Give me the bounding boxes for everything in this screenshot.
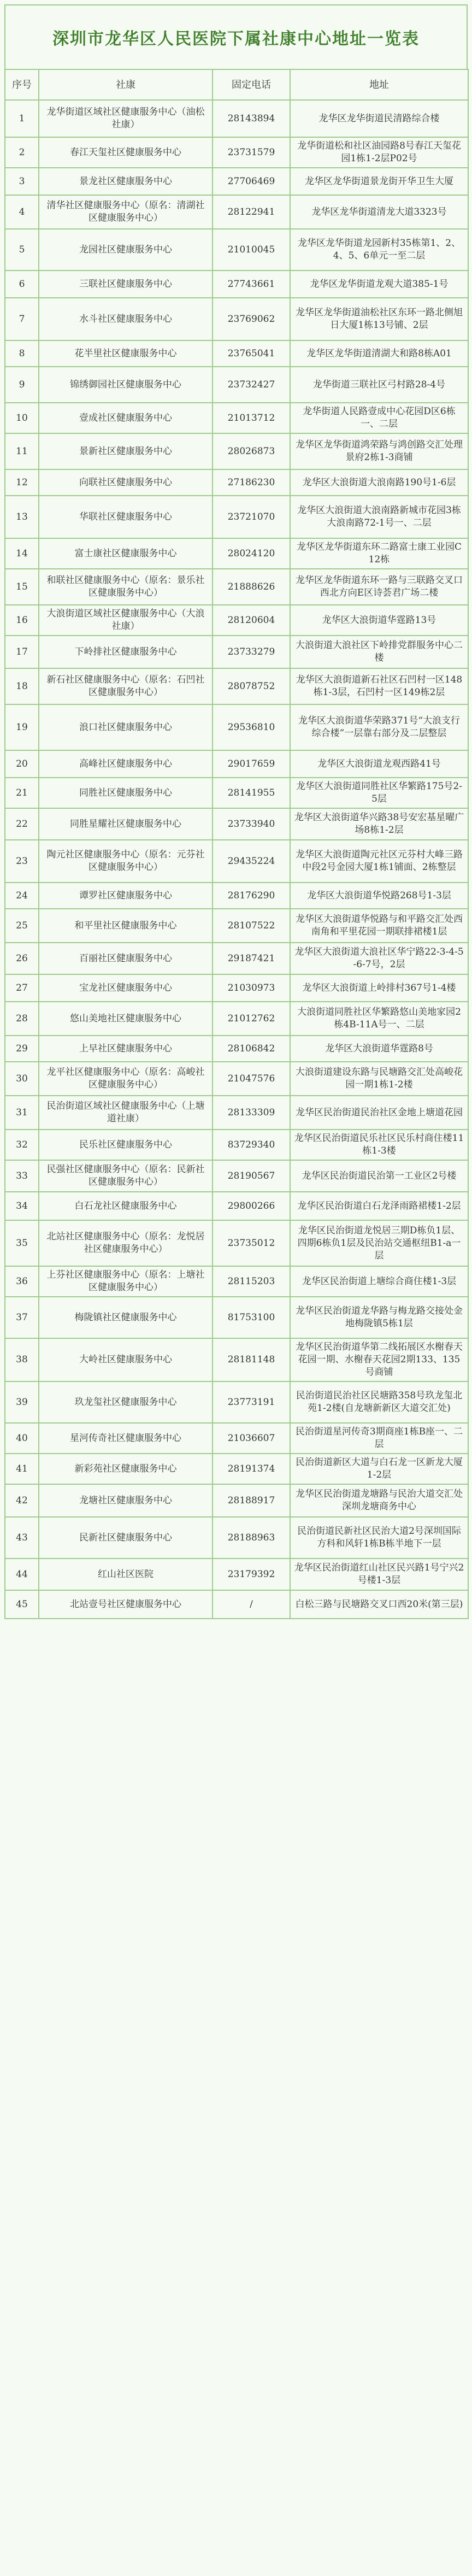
phone-cell: 23769062 [213,298,290,340]
document-title: 深圳市龙华区人民医院下属社康中心地址一览表 [52,30,420,49]
address-cell: 龙华区龙华街道清龙大道3323号 [290,195,468,229]
clinic-name-cell: 民新社区健康服务中心 [39,1517,213,1558]
phone-cell: 28106842 [213,1036,290,1062]
table-row [5,704,468,750]
header-phone: 固定电话 [213,69,290,100]
address-cell: 白松三路与民塘路交叉口西20米(第三层) [290,1590,468,1619]
row-index-cell: 26 [5,943,39,974]
table-row [5,840,468,883]
clinic-name-cell: 民乐社区健康服务中心 [39,1130,213,1160]
table-row [5,1130,468,1160]
address-cell: 民治街道民治社区民塘路358号玖龙玺北苑1-2楼(自龙塘新新区大道交汇处) [290,1381,468,1423]
clinic-address-table [4,69,469,1619]
address-cell: 龙华区龙华街道油松社区东环一路北侧旭日大厦1栋13号铺、2层 [290,298,468,340]
table-row [5,1517,468,1558]
address-cell: 龙华区大浪街道华霆路13号 [290,605,468,636]
table-row [5,1002,468,1036]
address-cell: 龙华区大浪街道大浪社区华宁路22-3-4-5-6-7号，2层 [290,943,468,974]
table-row [5,1558,468,1590]
address-cell: 龙华区民治街道红山社区民兴路1号宁兴2号楼1-3层 [290,1558,468,1590]
phone-cell: 21010045 [213,229,290,270]
row-index-cell: 17 [5,636,39,668]
row-index-cell: 8 [5,340,39,367]
table-row [5,1338,468,1381]
address-cell: 龙华街道松和社区油园路8号春江天玺花园1栋1-2层P02号 [290,137,468,168]
clinic-name-cell: 上芬社区健康服务中心（原名：上塘社区健康服务中心） [39,1266,213,1297]
table-row [5,403,468,433]
clinic-name-cell: 春江天玺社区健康服务中心 [39,137,213,168]
row-index-cell: 9 [5,367,39,403]
clinic-name-cell: 宝龙社区健康服务中心 [39,974,213,1002]
table-row [5,469,468,496]
address-cell: 龙华区龙华街道清湖大和路8栋A01 [290,340,468,367]
table-row [5,909,468,943]
row-index-cell: 2 [5,137,39,168]
row-index-cell: 5 [5,229,39,270]
phone-cell: 27743661 [213,270,290,298]
row-index-cell: 27 [5,974,39,1002]
row-index-cell: 10 [5,403,39,433]
phone-cell: 83729340 [213,1130,290,1160]
clinic-name-cell: 新彩苑社区健康服务中心 [39,1454,213,1484]
clinic-name-cell: 大岭社区健康服务中心 [39,1338,213,1381]
table-row [5,1423,468,1454]
row-index-cell: 21 [5,778,39,808]
phone-cell: 28133309 [213,1096,290,1130]
address-cell: 龙华区大浪街道上岭排村367号1-4楼 [290,974,468,1002]
address-cell: 龙华区民治街道白石龙泽雨路裙楼1-2层 [290,1192,468,1220]
clinic-name-cell: 龙园社区健康服务中心 [39,229,213,270]
row-index-cell: 6 [5,270,39,298]
row-index-cell: 30 [5,1062,39,1096]
clinic-name-cell: 下岭排社区健康服务中心 [39,636,213,668]
table-row [5,1036,468,1062]
header-address: 地址 [290,69,468,100]
address-cell: 龙华区大浪街道华悦路与和平路交汇处西南角和平里花园一期联排裙楼1层 [290,909,468,943]
row-index-cell: 16 [5,605,39,636]
phone-cell: 28120604 [213,605,290,636]
row-index-cell: 33 [5,1160,39,1192]
row-index-cell: 4 [5,195,39,229]
row-index-cell: 42 [5,1484,39,1517]
address-cell: 龙华区龙华街道民清路综合楼 [290,100,468,137]
address-cell: 龙华区民治街道上塘综合商住楼1-3层 [290,1266,468,1297]
row-index-cell: 25 [5,909,39,943]
phone-cell: / [213,1590,290,1619]
table-row [5,367,468,403]
row-index-cell: 7 [5,298,39,340]
phone-cell: 28107522 [213,909,290,943]
table-row [5,668,468,704]
address-cell: 龙华区大浪街道陶元社区元芬村大峰三路中段2号金园大厦1栋1铺面、2栋整层 [290,840,468,883]
table-row [5,100,468,137]
clinic-name-cell: 华联社区健康服务中心 [39,496,213,538]
phone-cell: 28190567 [213,1160,290,1192]
address-cell: 龙华区大浪街道华荣路371号“大浪支行综合楼”一层靠右部分及二层整层 [290,704,468,750]
phone-cell: 27186230 [213,469,290,496]
address-cell: 大浪街道同胜社区华繁路悠山美地家园2栋4B-11A号一、二层 [290,1002,468,1036]
address-cell: 民治街道民新社区民治大道2号深圳国际方科和风轩1栋B栋半地下一层 [290,1517,468,1558]
clinic-name-cell: 玖龙玺社区健康服务中心 [39,1381,213,1423]
clinic-name-cell: 景龙社区健康服务中心 [39,168,213,195]
phone-cell: 28176290 [213,883,290,909]
phone-cell: 29187421 [213,943,290,974]
row-index-cell: 22 [5,808,39,840]
clinic-name-cell: 星河传奇社区健康服务中心 [39,1423,213,1454]
table-row [5,137,468,168]
table-row [5,496,468,538]
table-row [5,778,468,808]
row-index-cell: 24 [5,883,39,909]
clinic-name-cell: 高峰社区健康服务中心 [39,750,213,778]
table-row [5,1590,468,1619]
row-index-cell: 43 [5,1517,39,1558]
row-index-cell: 45 [5,1590,39,1619]
clinic-name-cell: 水斗社区健康服务中心 [39,298,213,340]
table-row [5,229,468,270]
address-cell: 龙华区龙华街道龙观大道385-1号 [290,270,468,298]
phone-cell: 28026873 [213,433,290,469]
phone-cell: 28188917 [213,1484,290,1517]
clinic-name-cell: 新石社区健康服务中心（原名：石凹社区健康服务中心） [39,668,213,704]
table-row [5,883,468,909]
address-cell: 龙华区大浪街道龙观西路41号 [290,750,468,778]
row-index-cell: 29 [5,1036,39,1062]
phone-cell: 28078752 [213,668,290,704]
address-cell: 大浪街道建设东路与民塘路交汇处高峻花园一期1栋1-2楼 [290,1062,468,1096]
clinic-name-cell: 北站社区健康服务中心（原名：龙悦居社区健康服务中心） [39,1220,213,1266]
address-cell: 龙华街道三联社区弓村路28-4号 [290,367,468,403]
row-index-cell: 3 [5,168,39,195]
table-row [5,1062,468,1096]
row-index-cell: 20 [5,750,39,778]
row-index-cell: 12 [5,469,39,496]
address-cell: 龙华区龙华街道鸿荣路与鸿创路交汇处理景府2栋1-3商铺 [290,433,468,469]
phone-cell: 27706469 [213,168,290,195]
phone-cell: 23721070 [213,496,290,538]
table-row [5,433,468,469]
phone-cell: 23773191 [213,1381,290,1423]
clinic-name-cell: 白石龙社区健康服务中心 [39,1192,213,1220]
clinic-name-cell: 大浪街道区域社区健康服务中心（大浪社康） [39,605,213,636]
clinic-name-cell: 清华社区健康服务中心（原名：清湖社区健康服务中心） [39,195,213,229]
address-cell: 龙华区大浪街道同胜社区华繁路175号2-5层 [290,778,468,808]
table-row [5,1381,468,1423]
table-row [5,808,468,840]
phone-cell: 28143894 [213,100,290,137]
phone-cell: 28191374 [213,1454,290,1484]
phone-cell: 23731579 [213,137,290,168]
address-cell: 龙华区民治街道民治第一工业区2号楼 [290,1160,468,1192]
clinic-name-cell: 悠山美地社区健康服务中心 [39,1002,213,1036]
address-cell: 龙华区大浪街道新石社区石凹村一区148栋1-3层，石凹村一区149栋2层 [290,668,468,704]
phone-cell: 21036607 [213,1423,290,1454]
row-index-cell: 38 [5,1338,39,1381]
row-index-cell: 36 [5,1266,39,1297]
clinic-name-cell: 同胜社区健康服务中心 [39,778,213,808]
clinic-name-cell: 民治街道区域社区健康服务中心（上塘道社康） [39,1096,213,1130]
clinic-name-cell: 上早社区健康服务中心 [39,1036,213,1062]
table-row [5,1484,468,1517]
row-index-cell: 34 [5,1192,39,1220]
address-cell: 龙华区大浪街道华兴路38号安宏基星曜广场8栋1-2层 [290,808,468,840]
phone-cell: 21030973 [213,974,290,1002]
clinic-name-cell: 花半里社区健康服务中心 [39,340,213,367]
clinic-name-cell: 民强社区健康服务中心（原名：民新社区健康服务中心） [39,1160,213,1192]
clinic-name-cell: 三联社区健康服务中心 [39,270,213,298]
row-index-cell: 18 [5,668,39,704]
table-row [5,168,468,195]
phone-cell: 23733279 [213,636,290,668]
phone-cell: 28188963 [213,1517,290,1558]
address-cell: 龙华区民治街道民治社区金地上塘道花园 [290,1096,468,1130]
address-cell: 大浪街道大浪社区下岭排党群服务中心二楼 [290,636,468,668]
table-row [5,270,468,298]
phone-cell: 28024120 [213,538,290,569]
address-cell: 龙华区民治街道龙华路与梅龙路交接处金地梅陇镇5栋1层 [290,1297,468,1338]
phone-cell: 23735012 [213,1220,290,1266]
table-row [5,1192,468,1220]
table-row [5,1266,468,1297]
clinic-name-cell: 龙平社区健康服务中心（原名：高峻社区健康服务中心） [39,1062,213,1096]
row-index-cell: 39 [5,1381,39,1423]
table-body [5,100,468,1619]
clinic-name-cell: 向联社区健康服务中心 [39,469,213,496]
clinic-name-cell: 景新社区健康服务中心 [39,433,213,469]
clinic-name-cell: 浪口社区健康服务中心 [39,704,213,750]
table-header-row [5,69,468,100]
table-row [5,943,468,974]
address-cell: 龙华区龙华街道景龙街开华卫生大厦 [290,168,468,195]
address-cell: 龙华区民治街道龙悦居三期D栋负1层、四期6栋负1层及民治站交通枢纽B1-a一层 [290,1220,468,1266]
phone-cell: 28141955 [213,778,290,808]
address-cell: 龙华区龙华街道东环二路富士康工业园C12栋 [290,538,468,569]
phone-cell: 29800266 [213,1192,290,1220]
table-row [5,1096,468,1130]
clinic-name-cell: 陶元社区健康服务中心（原名：元芬社区健康服务中心） [39,840,213,883]
row-index-cell: 28 [5,1002,39,1036]
phone-cell: 28181148 [213,1338,290,1381]
table-row [5,1454,468,1484]
table-row [5,298,468,340]
table-row [5,750,468,778]
address-cell: 龙华区民治街道民乐社区民乐村商住楼11栋1-3楼 [290,1130,468,1160]
phone-cell: 21047576 [213,1062,290,1096]
clinic-name-cell: 锦绣御园社区健康服务中心 [39,367,213,403]
table-row [5,1160,468,1192]
row-index-cell: 35 [5,1220,39,1266]
row-index-cell: 14 [5,538,39,569]
row-index-cell: 19 [5,704,39,750]
address-cell: 龙华区大浪街道大浪南路新城市花园3栋大浪南路72-1号一、二层 [290,496,468,538]
table-row [5,636,468,668]
row-index-cell: 13 [5,496,39,538]
row-index-cell: 32 [5,1130,39,1160]
table-row [5,605,468,636]
address-cell: 龙华街道人民路壹成中心花园D区6栋一、二层 [290,403,468,433]
clinic-name-cell: 富士康社区健康服务中心 [39,538,213,569]
row-index-cell: 41 [5,1454,39,1484]
phone-cell: 29435224 [213,840,290,883]
table-row [5,538,468,569]
row-index-cell: 31 [5,1096,39,1130]
phone-cell: 29017659 [213,750,290,778]
clinic-name-cell: 和联社区健康服务中心（原名：景乐社区健康服务中心） [39,569,213,605]
table-row [5,195,468,229]
address-cell: 龙华区大浪街道大浪南路190号1-6层 [290,469,468,496]
address-cell: 龙华区民治街道华第二线拓展区水榭春天花园一期、水榭春天花园2期133、135号商铺 [290,1338,468,1381]
phone-cell: 21013712 [213,403,290,433]
phone-cell: 23732427 [213,367,290,403]
address-cell: 龙华区大浪街道华霆路8号 [290,1036,468,1062]
row-index-cell: 40 [5,1423,39,1454]
table-row [5,974,468,1002]
table-row [5,1297,468,1338]
clinic-name-cell: 梅陇镇社区健康服务中心 [39,1297,213,1338]
address-cell: 民治街道星河传奇3期商座1栋B座一、二层 [290,1423,468,1454]
row-index-cell: 15 [5,569,39,605]
phone-cell: 23179392 [213,1558,290,1590]
clinic-name-cell: 北站壹号社区健康服务中心 [39,1590,213,1619]
phone-cell: 21888626 [213,569,290,605]
clinic-name-cell: 龙塘社区健康服务中心 [39,1484,213,1517]
address-cell: 民治街道新区大道与白石龙一区新龙大厦1-2层 [290,1454,468,1484]
phone-cell: 23733940 [213,808,290,840]
row-index-cell: 44 [5,1558,39,1590]
row-index-cell: 1 [5,100,39,137]
address-cell: 龙华区龙华街道龙园新村35栋第1、2、4、5、6单元一至二层 [290,229,468,270]
header-clinic: 社康 [39,69,213,100]
clinic-name-cell: 谭罗社区健康服务中心 [39,883,213,909]
phone-cell: 29536810 [213,704,290,750]
clinic-name-cell: 百丽社区健康服务中心 [39,943,213,974]
clinic-name-cell: 同胜星耀社区健康服务中心 [39,808,213,840]
row-index-cell: 37 [5,1297,39,1338]
table-row [5,1220,468,1266]
clinic-name-cell: 红山社区医院 [39,1558,213,1590]
address-cell: 龙华区大浪街道华悦路268号1-3层 [290,883,468,909]
phone-cell: 28115203 [213,1266,290,1297]
table-row [5,340,468,367]
header-index: 序号 [5,69,39,100]
clinic-name-cell: 龙华街道区域社区健康服务中心（油松社康） [39,100,213,137]
row-index-cell: 23 [5,840,39,883]
phone-cell: 21012762 [213,1002,290,1036]
table-row [5,569,468,605]
address-cell: 龙华区民治街道龙塘路与民治大道交汇处深圳龙塘商务中心 [290,1484,468,1517]
phone-cell: 23765041 [213,340,290,367]
title-bar [4,4,468,69]
clinic-name-cell: 壹成社区健康服务中心 [39,403,213,433]
address-cell: 龙华区龙华街道东环一路与三联路交叉口西北方向E区诗荟君广场二楼 [290,569,468,605]
phone-cell: 28122941 [213,195,290,229]
phone-cell: 81753100 [213,1297,290,1338]
clinic-name-cell: 和平里社区健康服务中心 [39,909,213,943]
row-index-cell: 11 [5,433,39,469]
